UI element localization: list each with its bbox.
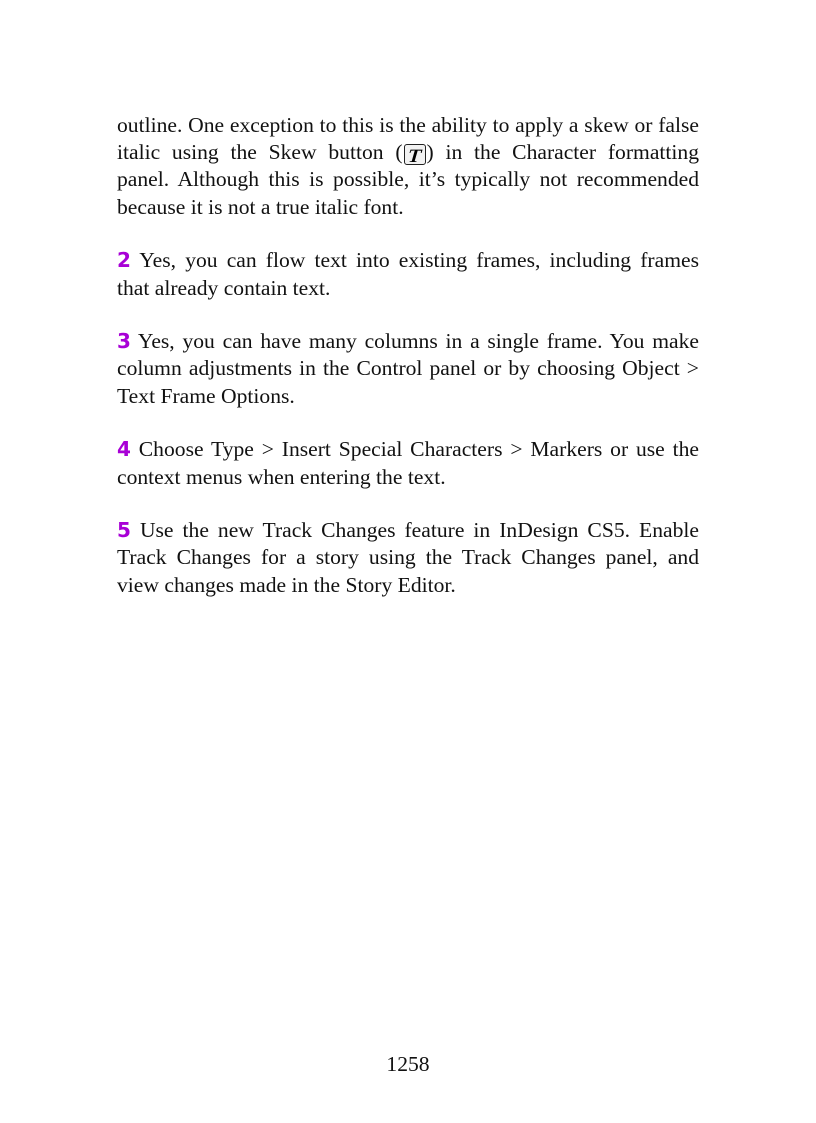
skew-icon-glyph: T (405, 146, 425, 168)
paragraph-continuation (117, 112, 699, 221)
skew-button-icon (404, 144, 426, 168)
answer-number: 2 (117, 248, 131, 273)
answer-item-3 (117, 328, 699, 410)
answer-text: Choose Type > Insert Special Characters > Markers or use the context menus when entering the text. (117, 437, 699, 489)
answer-item-4 (117, 436, 699, 490)
answer-number: 3 (117, 329, 131, 354)
answer-text: Yes, you can flow text into existing frames, including frames that already contain text. (117, 248, 699, 300)
paragraph-text-part-1: outline. One exception to this is the ability to apply a skew or false italic using the Skew button ( (117, 113, 699, 165)
answer-text: Yes, you can have many columns in a single frame. You make column adjustments in the Control panel or by choosing Object > Text Frame Options. (117, 329, 699, 408)
answer-text: Use the new Track Changes feature in InDesign CS5. Enable Track Changes for a story using the Track Changes panel, and view changes made in the Story Editor. (117, 518, 699, 597)
answer-number: 4 (117, 437, 131, 462)
paragraph-text-part-2: ) in the Character formatting panel. Although this is possible, it’s typically not recommended because it is not a true italic font. (117, 140, 699, 219)
page-number: 1258 (386, 1052, 430, 1076)
answer-item-5 (117, 517, 699, 599)
answer-item-2 (117, 247, 699, 301)
answer-number: 5 (117, 518, 131, 543)
answer-text-block (117, 112, 699, 625)
